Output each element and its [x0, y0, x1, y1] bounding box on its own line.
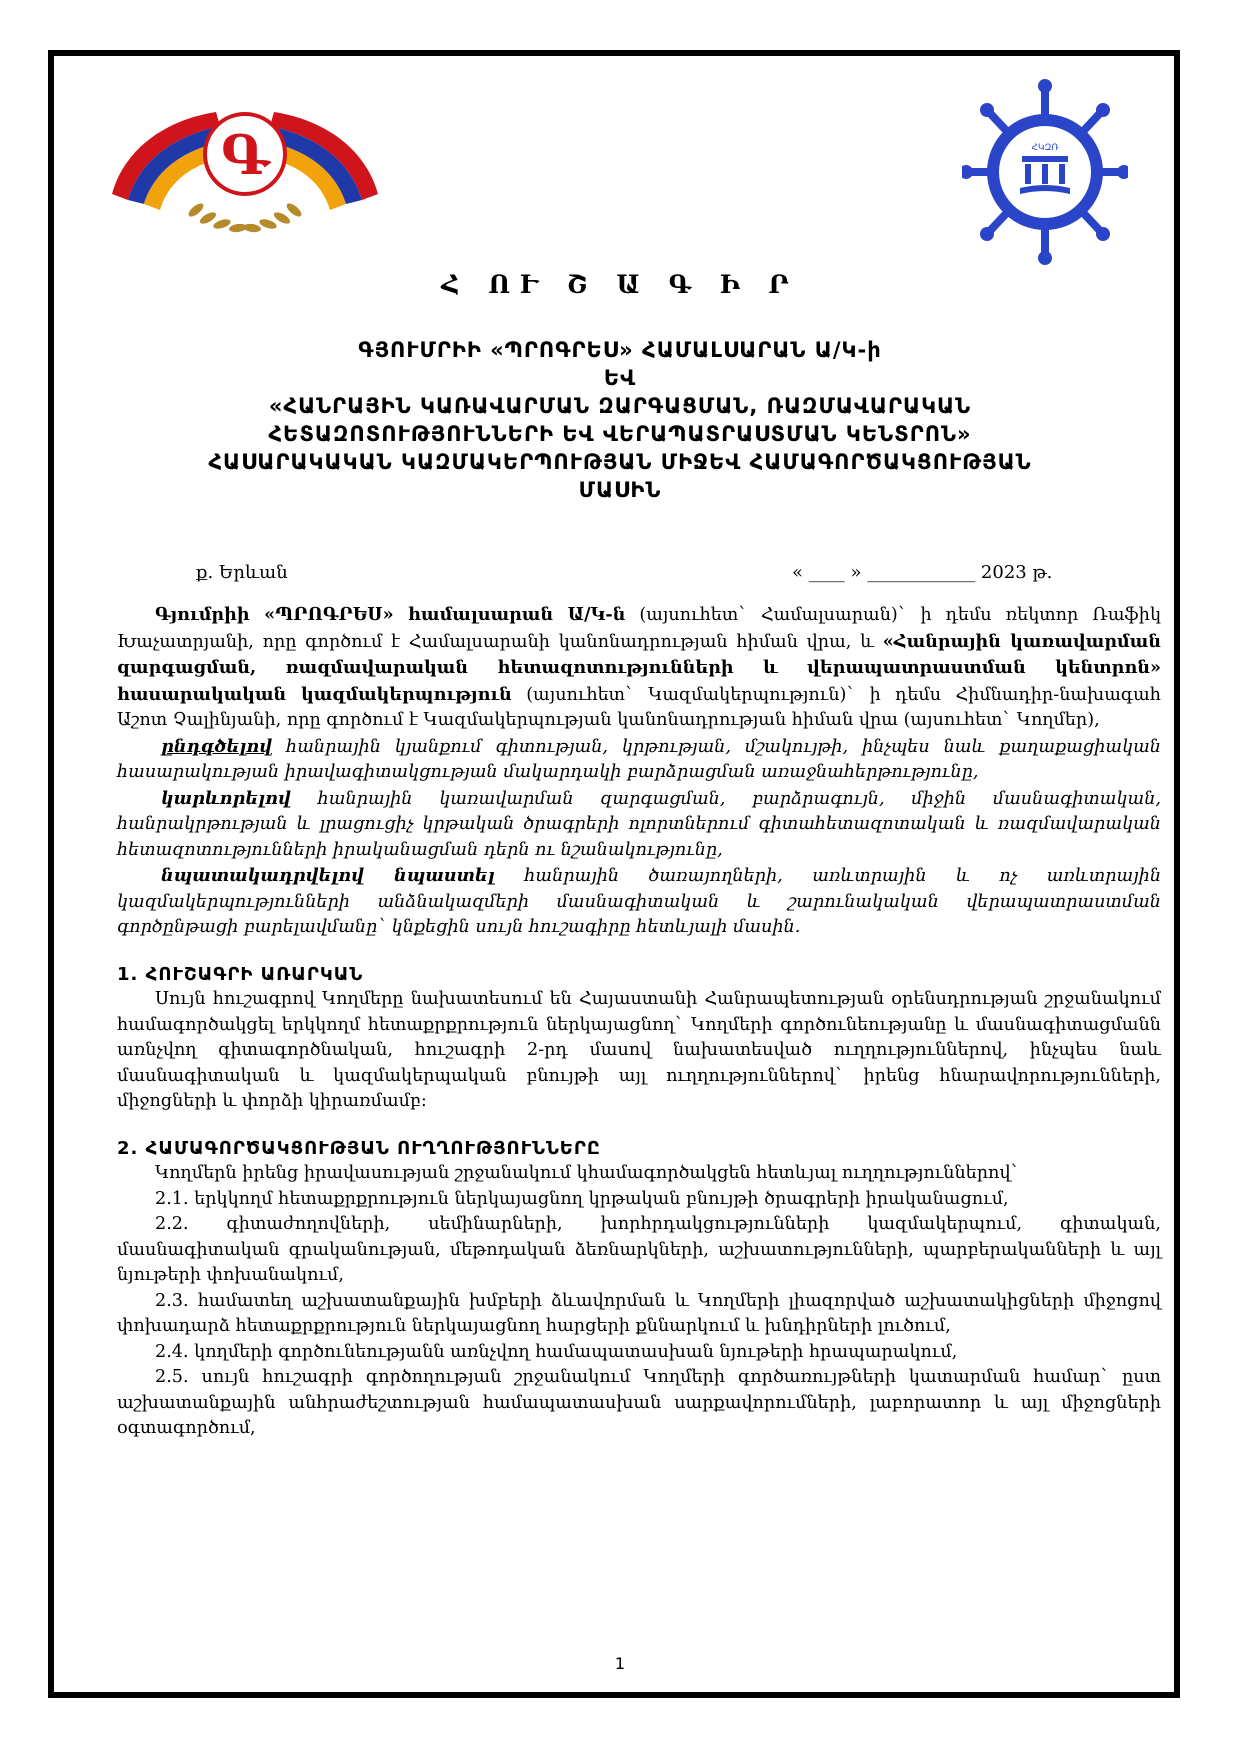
party1-name: Գյումրիի «ՊՐՈԳՐԵՍ» համալսարան Ա/Կ-ն [155, 604, 626, 625]
document-body [117, 602, 1161, 1442]
heading-line: ԳՅՈՒՄՐԻԻ «ՊՐՈԳՐԵՍ» ՀԱՄԱԼՍԱՐԱՆ Ա/Կ-ի [358, 338, 882, 362]
section-2-item: 2.1. երկկողմ հետաքրքրություն ներկայացնող կրթական բնույթի ծրագրերի իրականացում, [155, 1188, 1009, 1209]
section-2-title: 2. ՀԱՄԱԳՈՐԾԱԿՑՈՒԹՅԱՆ ՈՒՂՂՈՒԹՅՈՒՆՆԵՐԸ [117, 1137, 601, 1159]
heading-line: ՀԵՏԱԶՈՏՈՒԹՅՈՒՆՆԵՐԻ ԵՎ ՎԵՐԱՊԱՏՐԱՍՏՄԱՆ ԿԵՆՏՐՈՆ» [268, 422, 972, 446]
section-2-item: 2.4. կողմերի գործունեությանն առնչվող համապատասխան նյութերի հրապարակում, [155, 1341, 958, 1362]
section-1-title: 1. ՀՈՒՇԱԳՐԻ ԱՌԱՐԿԱՆ [117, 963, 364, 985]
party2-details: (այսուհետ` Կազմակերպություն)` ի դեմս Հիմնադիր-նախագահ Աշոտ Չալինյանի, որը գործում է Կազմակերպության կանոնադրության հիման վրա (այսուհետ` Կողմեր), [117, 684, 1161, 730]
highlighting-lead: կարևորելով [161, 787, 291, 809]
section-2-item: 2.5. սույն հուշագրի գործողության շրջանակում Կողմերի գործառույթների կատարման համար` ըստ աշխատանքային անհրաժեշտության համապատասխան սարքավորումների, լաբորատոր և այլ միջոցների օգտագործում, [117, 1367, 1161, 1438]
emphasizing-text: հանրային կյանքում գիտության, կրթության, մշակույթի, ինչպես նաև քաղաքացիական հասարակության իրավագիտակցության մակարդակի բարձրացման առաջնահերթությունը, [117, 736, 1161, 782]
section-2-item: 2.3. համատեղ աշխատանքային խմբերի ձևավորման և Կողմերի լիազորված աշխատակիցների միջոցով փոխադարձ հետաքրքրություն ներկայացնող հարցերի քննարկում և խնդիրների լուծում, [117, 1290, 1161, 1336]
heading-line: ԵՎ [603, 366, 637, 390]
aiming-text: հանրային ծառայողների, առևտրային և ոչ առևտրային կազմակերպությունների անձնակազմերի մասնագիտական և շարունակական վերապատրաստման գործընթացի բարելավմանը` կնքեցին սույն հուշագիրը հետևյալի մասին. [117, 866, 1161, 937]
section-2-item: 2.2. գիտաժողովների, սեմինարների, խորհրդակցությունների կազմակերպում, գիտական, մասնագիտական գրականության, մեթոդական ձեռնարկների, աշխատությունների, պարբերականների և այլ նյութերի փոխանակում, [117, 1214, 1161, 1285]
heading-line: ՄԱՍԻՆ [578, 478, 662, 502]
preamble-emphasizing [117, 734, 1161, 786]
city: ք. Երևան [196, 562, 288, 583]
highlighting-text: հանրային կառավարման զարգացման, բարձրագույն, միջին մասնագիտական, հանրակրթության և լրացուցիչ կրթական ծրագրերի ոլորտներում գիտահետազոտական և ռազմավարական հետազոտությունների իրականացման դերն ու նշանակությունը, [117, 788, 1161, 860]
emphasizing-lead: ընդգծելով [161, 735, 273, 757]
preamble-aiming [117, 863, 1161, 941]
logo-caption: ՀԿԶՌ [1031, 143, 1059, 153]
party2-name: «Հանրային կառավարման զարգացման, ռազմավարական հետազոտությունների և վերապատրաստման կենտրոն» հասարակական կազմակերպություն [117, 630, 1161, 705]
heading-line: ՀԱՍԱՐԱԿԱԿԱՆ ԿԱԶՄԱԿԵՐՊՈՒԹՅԱՆ ՄԻՋԵՎ ՀԱՄԱԳՈՐԾԱԿՑՈՒԹՅԱՆ [208, 450, 1032, 474]
center-ship-wheel-logo [962, 78, 1128, 266]
signing-date: « ____ » ____________ 2023 թ. [792, 562, 1053, 583]
heading-line: «ՀԱՆՐԱՅԻՆ ԿԱՌԱՎԱՐՄԱՆ ԶԱՐԳԱՑՄԱՆ, ՌԱԶՄԱՎԱՐԱԿԱՆ [268, 394, 972, 418]
aiming-lead: նպատակադրվելով նպաստել [161, 865, 495, 886]
document-title: Հ ՈՒ Շ Ա Գ Ի Ր [441, 270, 799, 299]
party1-details: (այսուհետ` Համալսարան)` ի դեմս ռեկտոր Ռաֆիկ Խաչատրյանի, որը գործում է Համալսարանի կանոնադրության հիման վրա, և [117, 605, 1162, 652]
progress-university-logo [104, 90, 386, 240]
preamble-paragraph [117, 602, 1161, 734]
section-1-text: Սույն հուշագրով Կողմերը նախատեսում են Հայաստանի Հանրապետության օրենսդրության շրջանակում համագործակցել երկկողմ հետաքրքրություն ներկայացնող` Կողմերի գործունեությանը և մասնագիտացմանն առնչվող գիտագործնական, հուշագրի 2-րդ մասով նախատեսված ուղղություններով, ինչպես նաև մասնագիտական և կազմակերպական բնույթի այլ ուղղություններով` իրենց հնարավորությունների, միջոցների և փորձի կիրառմամբ: [117, 989, 1161, 1111]
section-2-intro: Կողմերն իրենց իրավասության շրջանակում կհամագործակցեն հետևյալ ուղղություններով` [155, 1163, 1020, 1183]
page-number: 1 [614, 1654, 626, 1673]
logo-letter: Գ [220, 123, 270, 187]
document-heading [120, 336, 1120, 504]
preamble-highlighting [117, 786, 1161, 864]
